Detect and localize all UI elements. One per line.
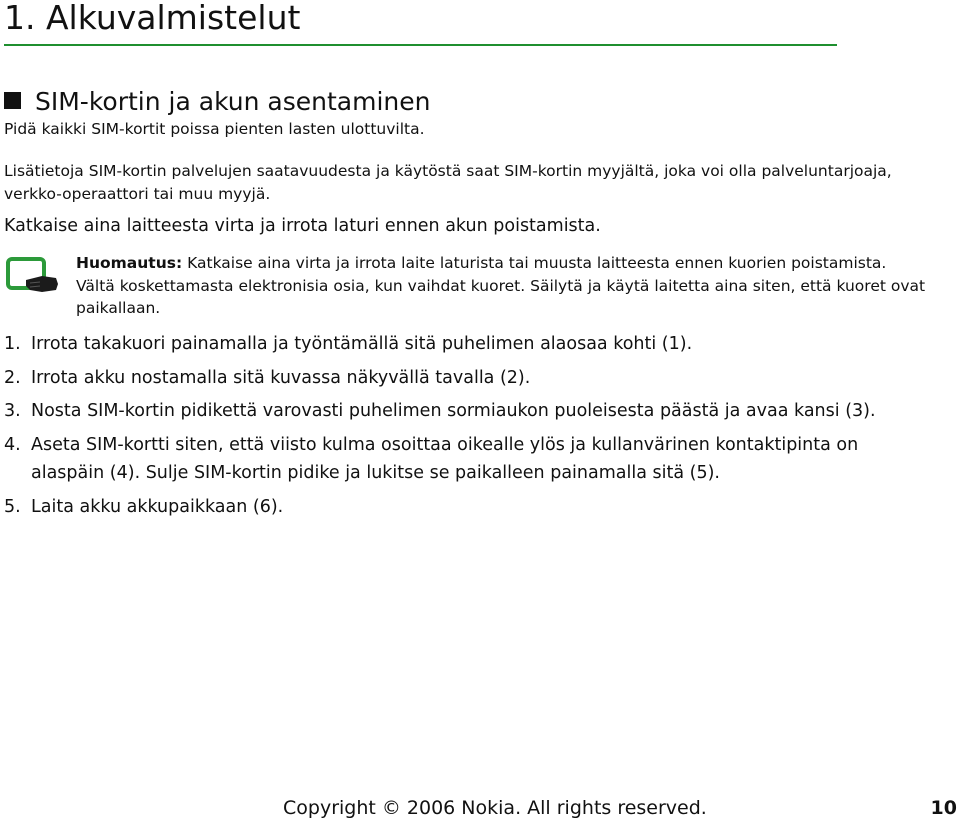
page-number: 10: [930, 797, 957, 819]
note-label: Huomautus:: [76, 254, 183, 272]
step-text: Irrota akku nostamalla sitä kuvassa näkyvällä tavalla (2).: [31, 368, 531, 388]
step-number: 3.: [4, 401, 21, 421]
paragraph-warning: Katkaise aina laitteesta virta ja irrota laturi ennen akun poistamista.: [4, 216, 601, 236]
note-line-1: [76, 252, 936, 275]
chapter-title: 1. Alkuvalmistelut: [4, 0, 301, 37]
step-3: [4, 397, 876, 425]
step-number: 1.: [4, 334, 21, 354]
note-hand-icon: [6, 256, 60, 296]
step-text: Nosta SIM-kortin pidikettä varovasti puhelimen sormiaukon puoleisesta päästä ja avaa kansi (3).: [31, 401, 876, 421]
step-1: [4, 330, 692, 358]
step-text: Irrota takakuori painamalla ja työntämällä sitä puhelimen alaosaa kohti (1).: [31, 334, 693, 354]
paragraph-info-line1: Lisätietoja SIM-kortin palvelujen saatavuudesta ja käytöstä saat SIM-kortin myyjältä, joka voi olla palveluntarjoaja,: [4, 162, 892, 180]
paragraph-safety: Pidä kaikki SIM-kortit poissa pienten lasten ulottuvilta.: [4, 120, 425, 138]
step-number: 5.: [4, 497, 21, 517]
step-4: [4, 431, 858, 459]
section-bullet-icon: [4, 92, 21, 109]
step-2: [4, 364, 530, 392]
step-text: Aseta SIM-kortti siten, että viisto kulma osoittaa oikealle ylös ja kullanvärinen kontaktipinta on: [31, 435, 859, 455]
note-text-1: Katkaise aina virta ja irrota laite laturista tai muusta laitteesta ennen kuorien poistamista.: [182, 254, 887, 272]
section-title-text: SIM-kortin ja akun asentaminen: [35, 87, 431, 116]
note-line-3: paikallaan.: [76, 299, 161, 317]
step-text: Laita akku akkupaikkaan (6).: [31, 497, 284, 517]
section-heading: [4, 86, 430, 118]
step-4-continuation: alaspäin (4). Sulje SIM-kortin pidike ja lukitse se paikalleen painamalla sitä (5).: [31, 463, 720, 483]
step-number: 2.: [4, 368, 21, 388]
step-5: [4, 493, 283, 521]
copyright-notice: Copyright © 2006 Nokia. All rights reserved.: [283, 797, 707, 819]
note-block: [76, 252, 936, 320]
step-number: 4.: [4, 435, 21, 455]
note-line-2: Vältä koskettamasta elektronisia osia, kun vaihdat kuoret. Säilytä ja käytä laitetta aina siten, että kuoret ovat: [76, 276, 926, 295]
paragraph-info-line2: verkko-operaattori tai muu myyjä.: [4, 185, 271, 203]
chapter-divider: [4, 44, 837, 46]
